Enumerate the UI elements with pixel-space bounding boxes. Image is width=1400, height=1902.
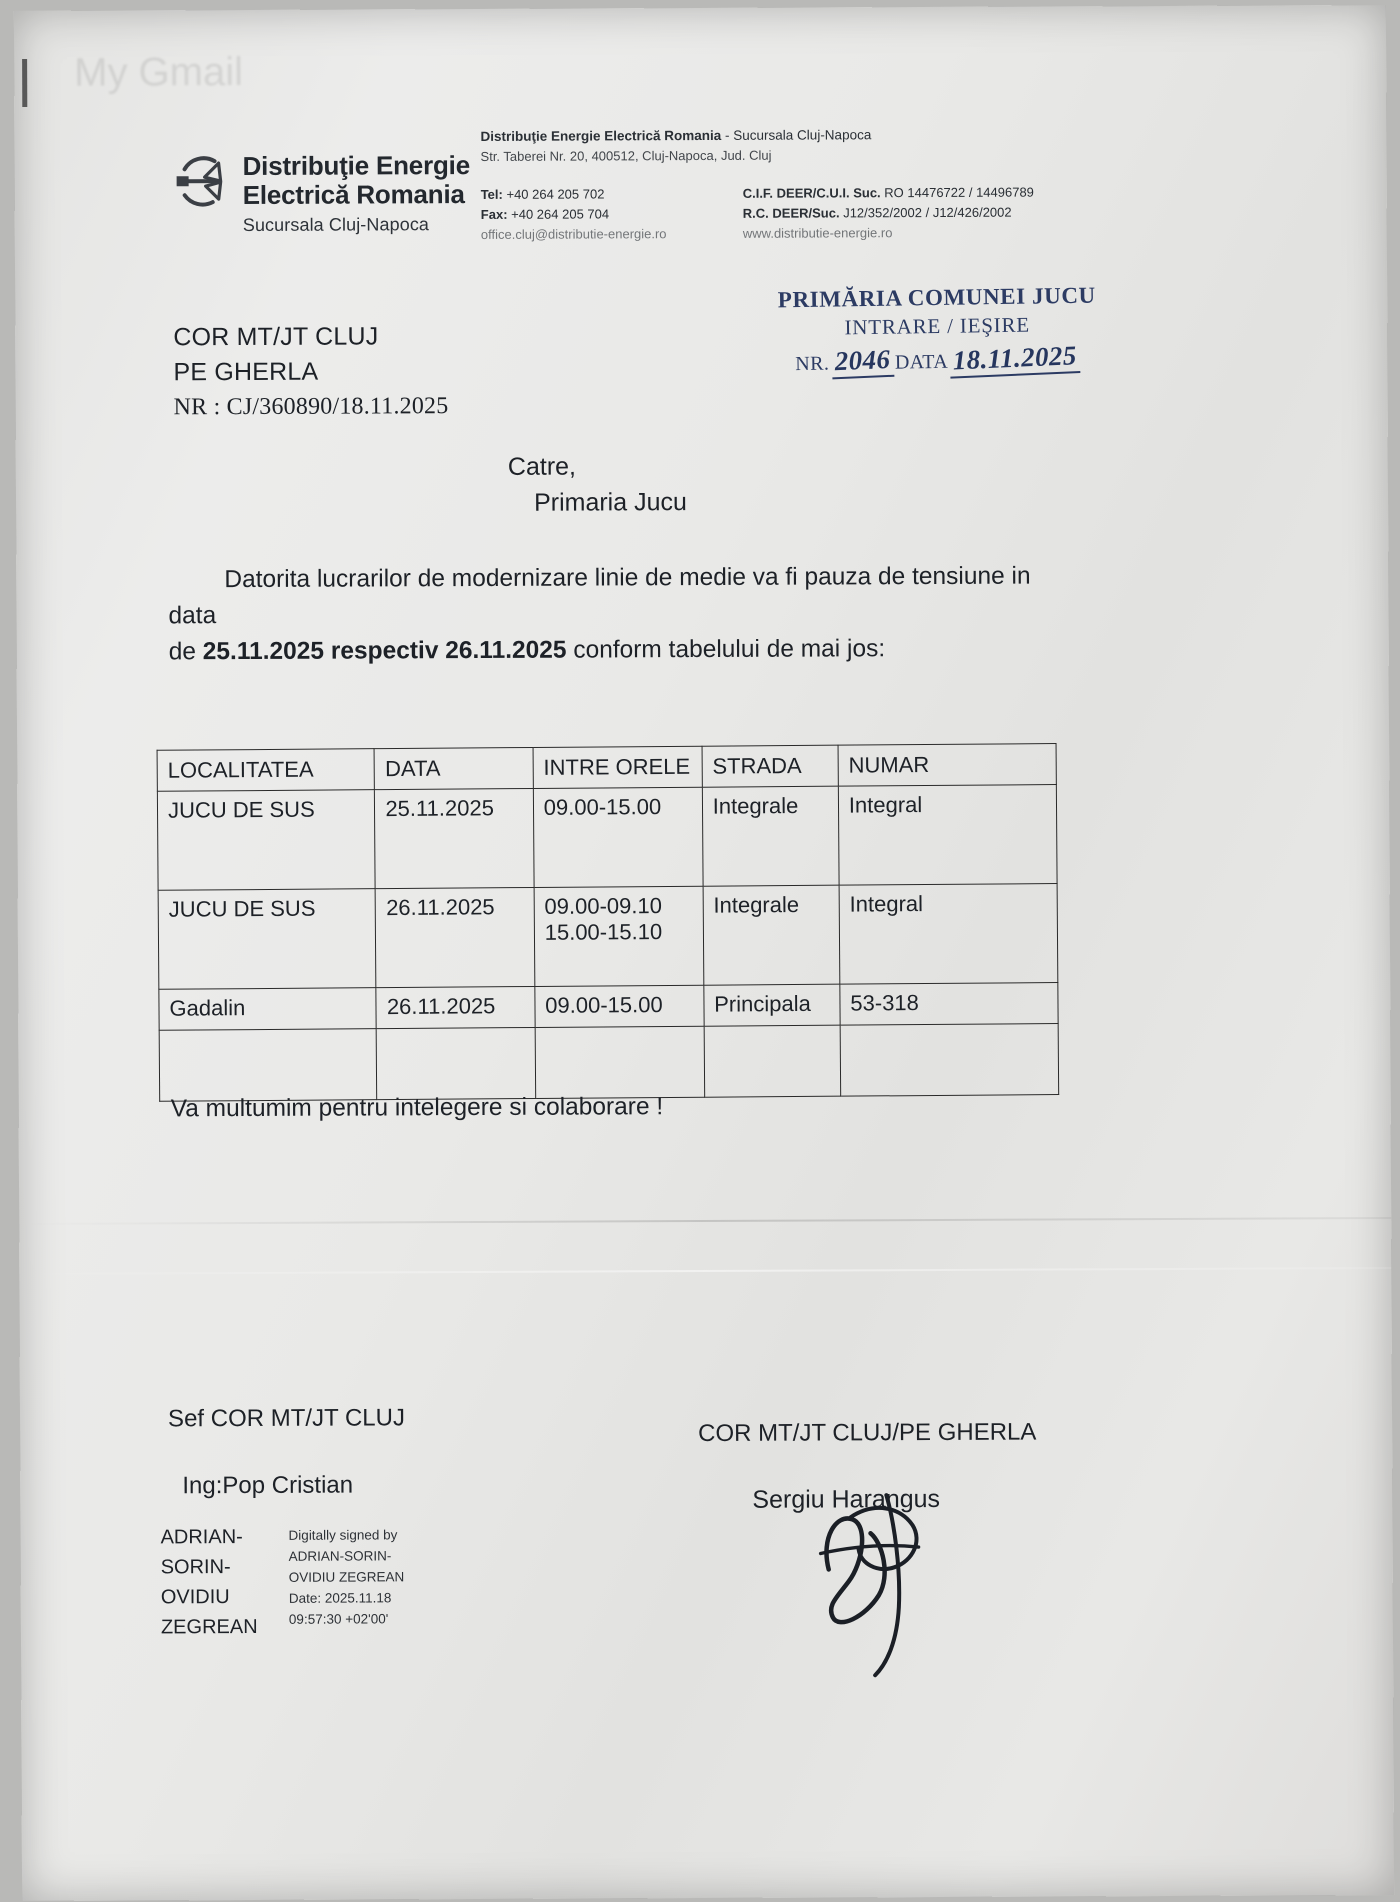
dsig-meta-signed-by: Digitally signed by [288, 1527, 398, 1543]
spacer-cell [535, 1026, 704, 1098]
body-sentence-part1: Datorita lucrarilor de modernizare linie de medie va fi pauza de tensiune in data [168, 562, 1031, 630]
stamp-institution: PRIMĂRIA COMUNEI JUCU [777, 282, 1096, 313]
cell-ore-interval-2: 15.00-15.10 [544, 919, 663, 945]
spacer-cell [840, 1024, 1059, 1097]
registry-entry-stamp [767, 282, 1108, 379]
document-content [14, 5, 1394, 1901]
fax-value: +40 264 205 704 [507, 206, 610, 222]
table-header-row [157, 744, 1056, 792]
dsig-name-line4: ZEGREAN [160, 1615, 258, 1639]
digital-signature-stamp [160, 1521, 439, 1642]
bleed-through-watermark: My Gmail [74, 50, 244, 95]
reference-line-department: COR MT/JT CLUJ [173, 322, 379, 352]
logo-subsidiary-label: Sucursala Cluj-Napoca [242, 214, 430, 236]
table-row [157, 785, 1057, 891]
table-row [159, 983, 1058, 1031]
stamp-nr-handwritten-value: 2046 [831, 344, 894, 380]
signature-left-title: Sef COR MT/JT CLUJ [167, 1404, 406, 1433]
cell-localitatea: Gadalin [159, 988, 377, 1031]
cell-localitatea: JUCU DE SUS [158, 889, 376, 990]
website-url: www.distributie-energie.ro [742, 225, 893, 241]
fax-label: Fax: [480, 206, 508, 222]
outage-schedule-table [157, 743, 1060, 1102]
dsig-meta-time: 09:57:30 +02'00' [288, 1611, 389, 1627]
addressee-block [508, 448, 687, 521]
rc-label: R.C. DEER/Suc. [742, 205, 840, 221]
cell-numar: 53-318 [840, 983, 1058, 1026]
logo-text-line1: Distribuţie Energie [242, 150, 470, 182]
dsig-name-line3: OVIDIU [160, 1586, 230, 1609]
reference-number: NR : CJ/360890/18.11.2025 [173, 393, 449, 421]
stamp-nr-label: NR. [795, 352, 830, 376]
table-row [158, 884, 1058, 990]
cell-data: 25.11.2025 [375, 788, 534, 888]
company-name-bold: Distribuţie Energie Electrică Romania [480, 127, 722, 144]
addressee-salutation: Catre, [507, 452, 577, 481]
cell-ore-interval-1: 09.00-09.10 [544, 893, 663, 919]
spacer-cell [377, 1027, 536, 1099]
rc-value: J12/352/2002 / J12/426/2002 [839, 204, 1012, 221]
dsig-name-line1: ADRIAN- [160, 1526, 243, 1549]
body-paragraph [168, 558, 1048, 670]
company-contact-header [480, 124, 1091, 245]
th-numar: NUMAR [838, 744, 1056, 787]
table-spacer-row [159, 1024, 1059, 1102]
cell-numar: Integral [838, 785, 1057, 886]
tel-label: Tel: [480, 186, 503, 202]
dsig-meta-name-2: OVIDIU ZEGREAN [288, 1569, 405, 1585]
stamp-inout-label: INTRARE / IEŞIRE [844, 312, 1031, 340]
company-branch-suffix: - Sucursala Cluj-Napoca [721, 127, 872, 143]
th-localitatea: LOCALITATEA [157, 749, 375, 792]
cell-ore [534, 886, 704, 986]
email-address: office.cluj@distributie-energie.ro [480, 226, 667, 242]
reference-line-location: PE GHERLA [173, 357, 319, 387]
cif-label: C.I.F. DEER/C.U.I. Suc. [742, 185, 881, 201]
logo-text-line2: Electrică Romania [242, 179, 465, 211]
cell-strada: Integrale [702, 786, 839, 886]
cell-ore: 09.00-15.00 [535, 985, 704, 1027]
cell-data: 26.11.2025 [376, 986, 535, 1028]
body-sentence-prefix: de [168, 638, 203, 666]
th-intre-orele: INTRE ORELE [533, 746, 702, 788]
cell-data: 26.11.2025 [375, 887, 534, 987]
dsig-meta-name-1: ADRIAN-SORIN- [288, 1548, 392, 1564]
outage-schedule-table-wrapper [157, 743, 1060, 1102]
outage-dates-bold: 25.11.2025 respectiv 26.11.2025 [202, 636, 567, 666]
cell-strada: Principala [704, 984, 840, 1026]
cif-value: RO 14476722 / 14496789 [880, 184, 1034, 201]
stamp-data-handwritten-value: 18.11.2025 [950, 340, 1081, 379]
signature-right-name: Sergiu Harangus [752, 1484, 941, 1514]
tel-value: +40 264 205 702 [502, 186, 605, 202]
cell-strada: Integrale [703, 885, 840, 985]
distributie-energie-logo-icon [175, 155, 231, 207]
document-reference-block [173, 319, 448, 425]
signature-left-name: Ing:Pop Cristian [182, 1471, 354, 1500]
spacer-cell [159, 1029, 377, 1102]
th-data: DATA [374, 747, 533, 789]
cell-localitatea: JUCU DE SUS [157, 790, 375, 891]
addressee-recipient: Primaria Jucu [533, 488, 687, 517]
closing-thanks-line: Va multumim pentru intelegere si colaborare ! [170, 1093, 664, 1123]
cell-ore: 09.00-15.00 [533, 787, 703, 887]
company-logo-block [175, 151, 485, 236]
cell-numar: Integral [839, 884, 1058, 985]
th-strada: STRADA [702, 745, 838, 787]
spacer-cell [704, 1025, 841, 1097]
company-address: Str. Taberei Nr. 20, 400512, Cluj-Napoca, Jud. Cluj [480, 147, 772, 164]
body-sentence-suffix: conform tabelului de mai jos: [566, 635, 886, 664]
paper-sheet [14, 5, 1394, 1901]
stamp-data-label: DATA [894, 350, 949, 374]
signature-right-title: COR MT/JT CLUJ/PE GHERLA [698, 1418, 1037, 1448]
dsig-name-line2: SORIN- [160, 1556, 231, 1579]
dsig-meta-date: Date: 2025.11.18 [288, 1590, 392, 1606]
